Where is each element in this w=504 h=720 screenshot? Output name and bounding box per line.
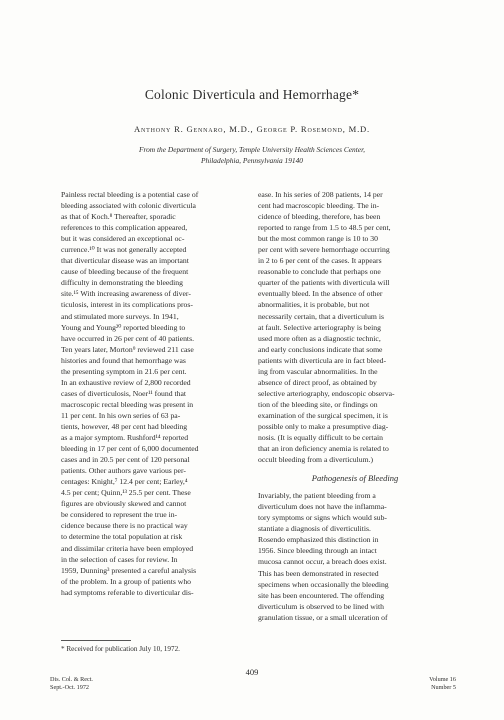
text-line: selective arteriography, endoscopic observa-	[258, 388, 395, 398]
text-line: examination of the surgical specimen, it is	[258, 410, 388, 420]
text-line: references to this complication appeared,	[61, 223, 188, 233]
text-line: Painless rectal bleeding is a potential case of	[61, 190, 199, 199]
volume-info	[429, 676, 456, 691]
text-line: quarter of the patients with diverticula will	[258, 278, 390, 288]
text-line: abnormalities, it is probable, but not	[258, 300, 370, 310]
article-title: Colonic Diverticula and Hemorrhage*	[144, 87, 360, 102]
text-line: in the selection of cases for review. In	[61, 554, 178, 564]
text-line: but it was considered an exceptional oc-	[61, 234, 185, 244]
journal-citation	[50, 676, 93, 691]
affiliation-line: Philadelphia, Pennsylvania 19140	[200, 156, 303, 165]
text-line: cases and in 20.5 per cent of 120 personal	[61, 455, 190, 465]
text-line: tients, however, 48 per cent had bleeding	[61, 421, 188, 431]
text-line: per cent with severe hemorrhage occurring	[258, 245, 390, 255]
text-line: In an exhaustive review of 2,800 recorded	[61, 377, 191, 387]
text-line: mucosa cannot occur, a breach does exist.	[258, 557, 387, 567]
text-line: difficulty in demonstrating the bleeding	[61, 278, 183, 288]
volume-info-line: Volume 16	[429, 676, 456, 683]
text-line: possible only to make a presumptive diag-	[258, 421, 389, 431]
text-line: Young and Young²⁰ reported bleeding to	[61, 322, 186, 332]
text-line: necessarily certain, that a diverticulum is	[258, 311, 384, 321]
text-line: cent had macroscopic bleeding. The in-	[258, 201, 380, 211]
text-line: nosis. (It is equally difficult to be certain	[258, 433, 383, 443]
text-line: currence.¹⁰ It was not generally accepted	[61, 245, 187, 255]
text-line: absence of direct proof, as obtained by	[258, 377, 377, 387]
body-column-right	[258, 189, 452, 623]
text-line: specimens when occasionally the bleeding	[258, 579, 389, 589]
text-line: had symptoms referable to diverticular dis-	[61, 587, 194, 597]
text-line: cidence because there is no practical way	[61, 521, 188, 531]
text-line: reasonable to conclude that perhaps one	[258, 267, 381, 277]
text-line: stantiate a diagnosis of diverticulitis.	[258, 524, 371, 534]
affiliation-line: From the Department of Surgery, Temple University Health Sciences Center,	[139, 145, 365, 154]
text-line: 4.5 per cent; Quinn,¹³ 25.5 per cent. These	[61, 488, 191, 498]
affiliation	[0, 144, 504, 166]
volume-info-line: Number 5	[431, 683, 456, 691]
text-line: macroscopic rectal bleeding was present in	[61, 399, 194, 409]
text-line: but the most common range is 10 to 30	[258, 234, 378, 244]
section-heading: Pathogenesis of Bleeding	[311, 473, 399, 484]
text-line: ease. In his series of 208 patients, 14 per	[258, 190, 383, 199]
text-line: eventually bleed. In the absence of other	[258, 289, 383, 299]
text-line: Invariably, the patient bleeding from a	[258, 491, 376, 501]
text-line: as that of Koch.⁸ Thereafter, sporadic	[61, 212, 176, 222]
right-column-top-text	[258, 189, 452, 465]
text-line: 11 per cent. In his own series of 63 pa-	[61, 410, 181, 420]
text-line: that an iron deficiency anemia is related to	[258, 444, 389, 454]
text-line: site has been encountered. The offending	[258, 590, 385, 600]
text-line: diverticulum is observed to be lined with	[258, 601, 384, 611]
text-line: and dissimilar criteria have been employed	[61, 543, 194, 553]
text-line: ing from vascular abnormalities. In the	[258, 366, 378, 376]
journal-citation-line: Sept.-Oct. 1972	[50, 683, 90, 691]
text-line: at fault. Selective arteriography is being	[258, 322, 381, 332]
text-line: ticulosis, interest in its complications pros-	[61, 300, 193, 310]
text-line: and early conclusions indicate that some	[258, 344, 383, 354]
text-line: occult bleeding from a diverticulum.)	[258, 455, 374, 465]
text-line: the presenting symptom in 21.6 per cent.	[61, 366, 187, 376]
text-line: figures are obviously skewed and cannot	[61, 499, 187, 509]
text-line: reported to range from 1.5 to 48.5 per cent,	[258, 223, 391, 233]
text-line: Ten years later, Morton⁹ reviewed 211 case	[61, 344, 194, 354]
text-line: granulation tissue, or a small ulceration of	[258, 612, 388, 622]
right-column-bottom-text	[258, 490, 452, 623]
text-line: tory symptoms or signs which would sub-	[258, 513, 387, 523]
text-line: cidence of bleeding, therefore, has been	[258, 212, 381, 222]
text-line: 1959, Dunning³ presented a careful analysis	[61, 565, 197, 575]
text-line: diverticulum does not have the inflamma-	[258, 502, 387, 512]
author-line: Anthony R. Gennaro, M.D., George P. Rosemond, M.D.	[134, 124, 370, 134]
footnote-rule	[61, 640, 131, 641]
journal-citation-line: Dis. Col. & Rect.	[50, 676, 93, 683]
text-line: of the problem. In a group of patients who	[61, 576, 192, 586]
text-line: bleeding associated with colonic diverticula	[61, 201, 196, 211]
text-line: Rosendo emphasized this distinction in	[258, 535, 379, 545]
text-line: cases of diverticulosis, Noer¹¹ found that	[61, 388, 187, 398]
text-line: used more often as a diagnostic technic,	[258, 333, 381, 343]
text-line: site.¹⁵ With increasing awareness of diver-	[61, 289, 191, 299]
text-line: This has been demonstrated in resected	[258, 568, 379, 578]
footnote: * Received for publication July 10, 1972.	[61, 645, 180, 653]
text-line: and stimulated more surveys. In 1941,	[61, 311, 179, 321]
page-number: 409	[245, 667, 259, 677]
text-line: that diverticular disease was an important	[61, 256, 189, 266]
text-line: have occurred in 26 per cent of 40 patients.	[61, 333, 194, 343]
text-line: 1956. Since bleeding through an intact	[258, 546, 377, 556]
text-line: tion of the bleeding site, or findings on	[258, 399, 378, 409]
body-column-left	[61, 189, 253, 598]
text-line: cause of bleeding because of the frequent	[61, 267, 189, 277]
text-line: in 2 to 6 per cent of the cases. It appears	[258, 256, 382, 266]
text-line: patients with diverticula are in fact bleed-	[258, 355, 387, 365]
text-line: be considered to represent the true in-	[61, 510, 178, 520]
text-line: bleeding in 17 per cent of 6,000 documented	[61, 444, 199, 454]
text-line: histories and found that hemorrhage was	[61, 355, 186, 365]
text-line: centages: Knight,⁷ 12.4 per cent; Earley,⁴	[61, 477, 188, 487]
text-line: as a major symptom. Rushford¹⁴ reported	[61, 433, 189, 443]
text-line: patients. Other authors gave various per-	[61, 466, 186, 476]
text-line: to determine the total population at risk	[61, 532, 183, 542]
